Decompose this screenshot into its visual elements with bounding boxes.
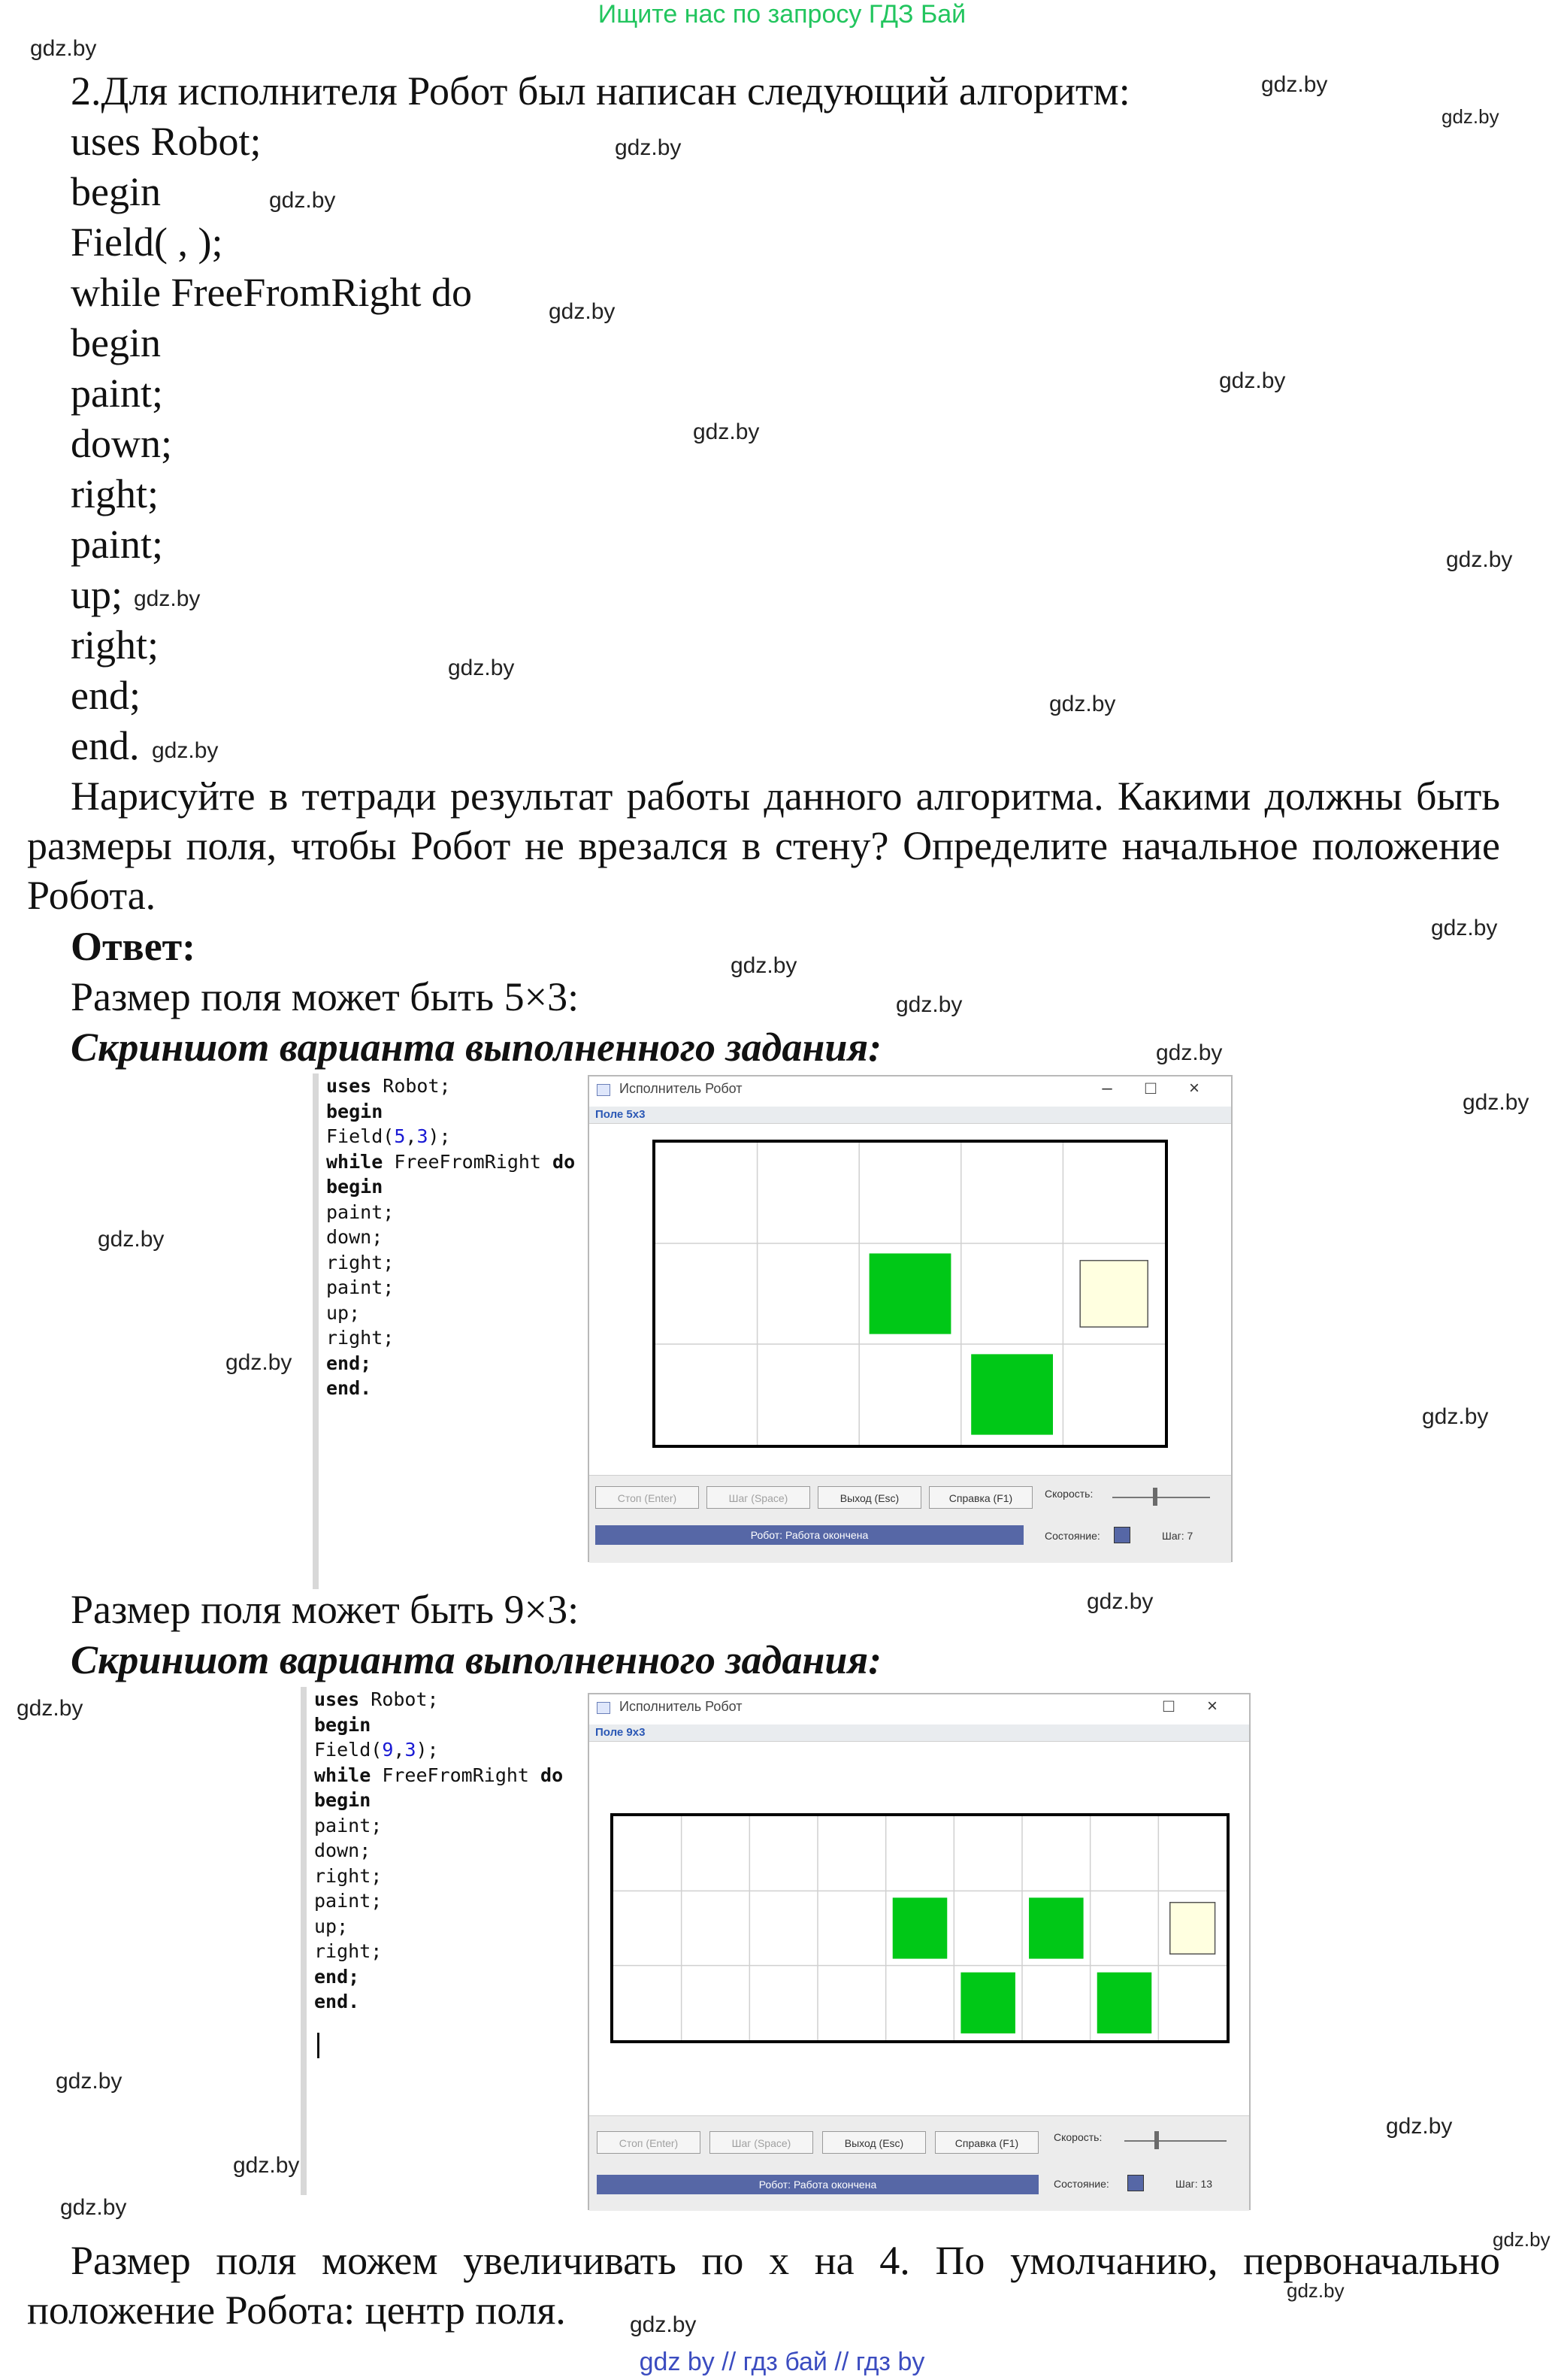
- watermark: gdz.by: [1441, 105, 1499, 128]
- code-line: right;: [71, 622, 159, 668]
- watermark: gdz.by: [98, 1227, 165, 1252]
- code-line: right;: [71, 471, 159, 516]
- control-panel: [589, 2115, 1249, 2211]
- code-line: begin: [71, 169, 161, 214]
- code-line: Field( , );: [71, 220, 223, 265]
- status-bar: Робот: Работа окончена: [597, 2175, 1039, 2194]
- menu-bar: [589, 1724, 1249, 1742]
- state-label: Состояние:: [1045, 1530, 1100, 1542]
- watermark: gdz.by: [134, 586, 201, 611]
- code-line: up;: [71, 572, 123, 617]
- close-button[interactable]: ×: [1188, 1078, 1199, 1098]
- watermark: gdz.by: [152, 738, 219, 763]
- code-line: uses Robot;: [71, 119, 262, 164]
- speed-slider-thumb[interactable]: [1154, 2131, 1159, 2149]
- code-line: end.: [71, 723, 140, 768]
- watermark: gdz.by: [30, 36, 97, 61]
- code-line: paint;: [71, 371, 163, 416]
- answer-variant-2: Размер поля может быть 9×3:: [71, 1587, 579, 1632]
- answer-conclusion: Размер поля можем увеличивать по x на 4. По умолчанию, первоначально положение Робота: центр поля.: [27, 2238, 1500, 2333]
- app-icon: [597, 1084, 610, 1096]
- window-title-bar: [589, 1694, 1249, 1724]
- answer-variant-1: Размер поля может быть 5×3:: [71, 974, 579, 1019]
- watermark: gdz.by: [1087, 1589, 1154, 1614]
- step-button[interactable]: Шаг (Space): [706, 1486, 810, 1509]
- stop-button[interactable]: Стоп (Enter): [595, 1486, 699, 1509]
- code-line: begin: [71, 320, 161, 365]
- robot-window: [588, 1075, 1233, 1562]
- code-line: while FreeFromRight do: [71, 270, 472, 315]
- window-title: Исполнитель Робот: [619, 1699, 743, 1714]
- painted-cell: [1029, 1897, 1084, 1958]
- watermark: gdz.by: [1463, 1090, 1529, 1115]
- speed-label: Скорость:: [1054, 2131, 1103, 2143]
- exit-button[interactable]: Выход (Esc): [822, 2131, 926, 2154]
- close-button[interactable]: ×: [1206, 1696, 1218, 1716]
- help-button[interactable]: Справка (F1): [935, 2131, 1039, 2154]
- help-button[interactable]: Справка (F1): [929, 1486, 1033, 1509]
- code-line: paint;: [71, 522, 163, 567]
- state-indicator: [1114, 1527, 1130, 1543]
- code-editor[interactable]: uses Robot; begin Field(9,3); while FreeFromRight do begin paint; down; right; paint; up; right; end; end.: [301, 1687, 576, 2195]
- robot-field: [610, 1813, 1230, 2043]
- painted-cell: [870, 1253, 951, 1334]
- window-title: Исполнитель Робот: [619, 1081, 743, 1096]
- maximize-button[interactable]: □: [1145, 1078, 1157, 1098]
- watermark: gdz.by: [225, 1350, 292, 1375]
- watermark: gdz.by: [731, 953, 797, 978]
- watermark: gdz.by: [1156, 1040, 1223, 1065]
- watermark: gdz.by: [1219, 368, 1286, 393]
- task-title: 2.Для исполнителя Робот был написан следующий алгоритм:: [71, 68, 1130, 114]
- watermark: gdz.by: [1386, 2114, 1453, 2139]
- minimize-button[interactable]: –: [1102, 1078, 1112, 1098]
- speed-label: Скорость:: [1045, 1488, 1094, 1500]
- maximize-button[interactable]: □: [1163, 1696, 1175, 1716]
- stop-button[interactable]: Стоп (Enter): [597, 2131, 700, 2154]
- speed-slider[interactable]: [1124, 2140, 1227, 2142]
- speed-slider-thumb[interactable]: [1153, 1488, 1157, 1506]
- app-icon: [597, 1702, 610, 1714]
- speed-slider[interactable]: [1112, 1497, 1210, 1498]
- answer-label: Ответ:: [71, 924, 196, 969]
- watermark: gdz.by: [1287, 2279, 1345, 2302]
- window-title-bar: [589, 1076, 1231, 1107]
- screenshot-caption: Скриншот варианта выполненного задания:: [71, 1025, 882, 1070]
- robot-marker: [1170, 1903, 1215, 1955]
- watermark: gdz.by: [17, 1696, 83, 1721]
- watermark: gdz.by: [448, 656, 515, 680]
- watermark: gdz.by: [630, 2312, 697, 2337]
- code-line: end;: [71, 673, 141, 718]
- control-panel: [589, 1475, 1231, 1563]
- code-editor[interactable]: uses Robot; begin Field(5,3); while FreeFromRight do begin paint; down; right; paint; up; right; end; end.: [313, 1073, 579, 1589]
- watermark: gdz.by: [549, 299, 616, 324]
- code-line: down;: [71, 421, 172, 466]
- status-bar: Робот: Работа окончена: [595, 1525, 1024, 1545]
- watermark: gdz.by: [615, 135, 682, 160]
- watermark: gdz.by: [1493, 2228, 1550, 2251]
- watermark: gdz.by: [1446, 547, 1513, 572]
- watermark: gdz.by: [1431, 916, 1498, 940]
- menu-field[interactable]: Поле 9x3: [595, 1726, 646, 1739]
- site-footer-link[interactable]: gdz by // гдз бай // гдз by: [639, 2348, 925, 2376]
- watermark: gdz.by: [269, 188, 336, 213]
- step-button[interactable]: Шаг (Space): [709, 2131, 813, 2154]
- site-header-link[interactable]: Ищите нас по запросу ГДЗ Бай: [597, 0, 967, 29]
- text-cursor: [317, 2033, 319, 2058]
- robot-field: [652, 1140, 1168, 1448]
- watermark: gdz.by: [1422, 1404, 1489, 1429]
- step-counter: Шаг: 7: [1162, 1530, 1193, 1542]
- watermark: gdz.by: [896, 992, 963, 1017]
- step-counter: Шаг: 13: [1175, 2178, 1213, 2190]
- screenshot-caption: Скриншот варианта выполненного задания:: [71, 1637, 882, 1682]
- robot-window: [588, 1693, 1251, 2210]
- watermark: gdz.by: [1261, 72, 1328, 97]
- watermark: gdz.by: [693, 419, 760, 444]
- painted-cell: [960, 1973, 1015, 2033]
- task-question: Нарисуйте в тетради результат работы данного алгоритма. Какими должны быть размеры поля, чтобы Робот не врезался в стену? Определите начальное положение Робота.: [27, 774, 1500, 918]
- state-label: Состояние:: [1054, 2178, 1109, 2190]
- exit-button[interactable]: Выход (Esc): [818, 1486, 921, 1509]
- watermark: gdz.by: [233, 2153, 300, 2178]
- painted-cell: [1097, 1973, 1152, 2033]
- watermark: gdz.by: [60, 2195, 127, 2220]
- state-indicator: [1127, 2175, 1144, 2191]
- painted-cell: [971, 1354, 1053, 1434]
- menu-bar: [589, 1107, 1231, 1124]
- robot-marker: [1080, 1261, 1148, 1327]
- painted-cell: [893, 1897, 948, 1958]
- menu-field[interactable]: Поле 5x3: [595, 1108, 646, 1121]
- watermark: gdz.by: [1049, 692, 1116, 716]
- watermark: gdz.by: [56, 2069, 123, 2094]
